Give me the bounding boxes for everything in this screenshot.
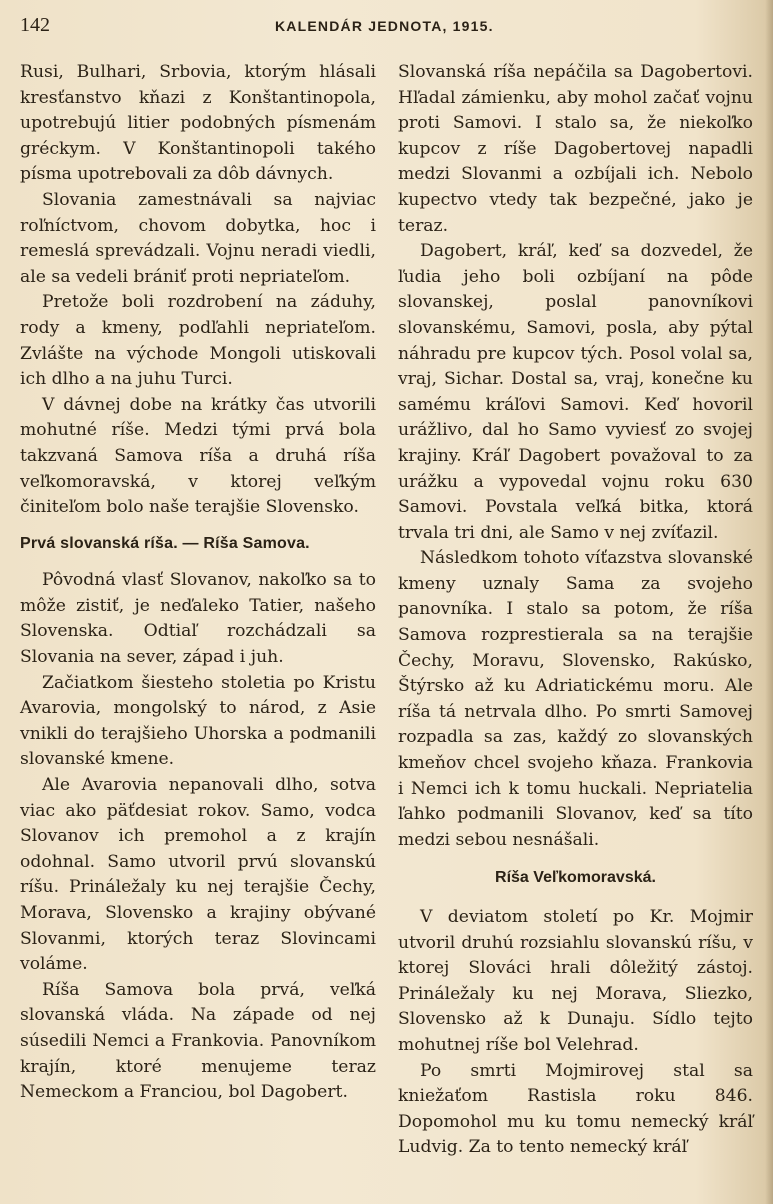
right-column [398,60,753,1184]
section-heading: Prvá slovanská ríša. — Ríša Samova. [20,534,310,552]
paragraph: V dávnej dobe na krátky čas utvorili mohutné ríše. Medzi tými prvá bola takzvaná Samova ríša a druhá ríša veľkomoravská, v ktorej veľkým činiteľom bolo naše terajšie Slovensko. [20,394,376,518]
left-column [20,60,376,1184]
paragraph: Ríša Samova bola prvá, veľká slovanská vláda. Na západe od nej súsedili Nemci a Frankovia. Panovníkom krajín, ktoré menujeme teraz Nemeckom a Franciou, bol Dagobert. [20,979,376,1103]
paragraph: Rusi, Bulhari, Srbovia, ktorým hlásali kresťanstvo kňazi z Konštantinopola, upotrebujú litier podobných písmenám gréckym. V Konštantinopoli takého písma upotrebovali za dôb dávnych. [20,62,376,185]
paragraph: Následkom tohoto víťazstva slovanské kmeny uznaly Sama za svojeho panovníka. I stalo sa potom, že ríša Samova rozprestierala sa na terajšie Čechy, Moravu, Slovensko, Rakúsko, Štýrsko až ku Adriatickému moru. Ale ríša tá netrvala dlho. Po smrti Samovej rozpadla sa zas, každý zo slovanských kmeňov chcel svojeho kňaza. Frankovia i Nemci ich k tomu huckali. Nepriatelia ľahko podmanili Slovanov, keď sa títo medzi sebou nesnášali. [398,548,753,850]
paragraph: Po smrti Mojmirovej stal sa kniežaťom Rastisla roku 846. Dopomohol mu ku tomu nemecký kráľ Ludvig. Za to tento nemecký kráľ [398,1060,753,1158]
paragraph: Pôvodná vlasť Slovanov, nakoľko sa to môže zistiť, je neďaleko Tatier, našeho Slovenska. Odtiaľ rozchádzali sa Slovania na sever, západ i juh. [20,570,376,668]
paragraph: Pretože boli rozdrobení na záduhy, rody a kmeny, podľahli nepriateľom. Zvlášte na východe Mongoli utiskovali ich dlho a na juhu Turci. [20,292,376,390]
paragraph: Začiatkom šiesteho stoletia po Kristu Avarovia, mongolský to národ, z Asie vnikli do terajšieho Uhorska a podmanili slovanské kmene. [20,672,376,770]
running-title: KALENDÁR JEDNOTA, 1915. [275,18,494,34]
paragraph: Slovania zamestnávali sa najviac roľníctvom, chovom dobytka, hoc i remeslá sprevádzali. Vojnu neradi viedli, ale sa vedeli brániť proti nepriateľom. [20,189,376,287]
page-edge-shadow [765,0,773,1204]
page-number: 142 [20,14,50,36]
paragraph: Slovanská ríša nepáčila sa Dagobertovi. Hľadal zámienku, aby mohol začať vojnu proti Samovi. I stalo sa, že niekoľko kupcov z ríše Dagobertovej napadli medzi Slovanmi a ozbíjali ich. Nebolo kupectvo vtedy tak bezpečné, jako je teraz. [398,62,753,236]
paragraph: Ale Avarovia nepanovali dlho, sotva viac ako päťdesiat rokov. Samo, vodca Slovanov ich premohol a z krajín odohnal. Samo utvoril prvú slovanskú ríšu. Prináležaly ku nej terajšie Čechy, Morava, Slovensko a krajiny obývané Slovanmi, ktorých teraz Slovincami voláme. [20,775,376,975]
paragraph: V deviatom století po Kr. Mojmir utvoril druhú rozsiahlu slovanskú ríšu, v ktorej Slováci hrali dôležitý zástoj. Prináležaly ku nej Morava, Sliezko, Slovensko až k Dunaju. Sídlo tejto mohutnej ríše bol Velehrad. [398,907,753,1055]
paragraph: Dagobert, kráľ, keď sa dozvedel, že ľudia jeho boli ozbíjaní na pôde slovanskej, poslal panovníkovi slovanskému, Samovi, posla, aby pýtal náhradu pre kupcov tých. Posol volal sa, vraj, Sichar. Dostal sa, vraj, konečne ku samému kráľovi Samovi. Keď hovoril urážlivo, dal ho Samo vyviesť zo svojej krajiny. Kráľ Dagobert považoval to za urážku a vypovedal vojnu roku 630 Samovi. Povstala veľká bitka, ktorá trvala tri dni, ale Samo v nej zvíťazil. [398,241,753,543]
section-heading: Ríša Veľkomoravská. [495,869,656,887]
page-header [20,14,743,40]
